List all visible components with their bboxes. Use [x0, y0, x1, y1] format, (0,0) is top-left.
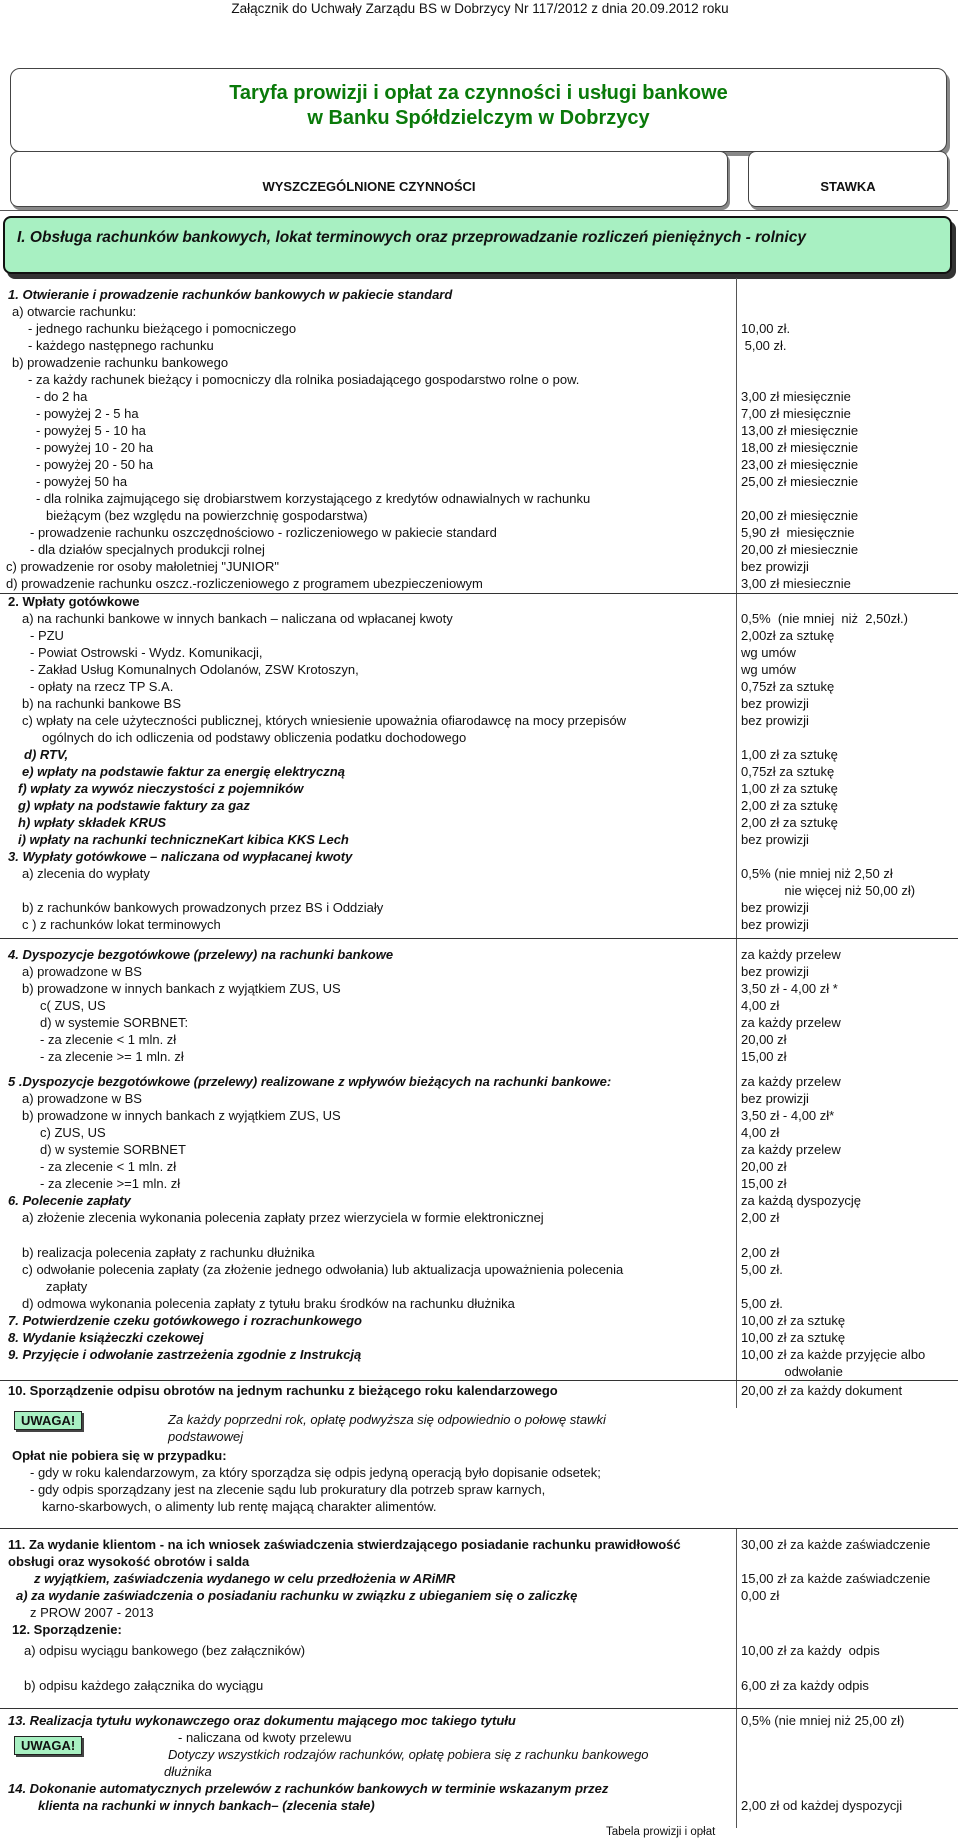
row-description: - naliczana od kwoty przelewu — [178, 1730, 352, 1745]
table-row — [0, 1763, 958, 1781]
table-row — [0, 524, 958, 542]
row-description: - każdego następnego rachunku — [28, 338, 214, 353]
row-rate: 4,00 zł — [741, 998, 780, 1013]
table-row — [0, 1553, 958, 1571]
row-description: b) realizacja polecenia zapłaty z rachunku dłużnika — [22, 1245, 315, 1260]
section-rule — [0, 1528, 958, 1529]
row-description: a) na rachunki bankowe w innych bankach – naliczana od wpłacanej kwoty — [22, 611, 453, 626]
row-rate: 0,5% (nie mniej niż 2,50zł.) — [741, 611, 908, 626]
row-description: - za zlecenie < 1 mln. zł — [40, 1159, 177, 1174]
row-rate: 3,00 zł miesięcznie — [741, 389, 851, 404]
table-row — [0, 1158, 958, 1176]
table-row — [0, 712, 958, 730]
row-rate: 0,00 zł — [741, 1588, 780, 1603]
row-rate: wg umów — [741, 645, 796, 660]
row-description: klienta na rachunki w innych bankach– (zlecenia stałe) — [38, 1798, 375, 1813]
row-description: b) na rachunki bankowe BS — [22, 696, 181, 711]
row-rate: 10,00 zł za sztukę — [741, 1330, 846, 1345]
row-description: z PROW 2007 - 2013 — [30, 1605, 154, 1620]
table-row — [0, 1587, 958, 1605]
row-description: ogólnych do ich odliczenia od podstawy obliczenia podatku dochodowego — [42, 730, 467, 745]
row-rate: 2,00 zł — [741, 1245, 780, 1260]
row-description: Za każdy poprzedni rok, opłatę podwyższa się odpowiednio o połowę stawki — [168, 1412, 606, 1427]
row-description: 6. Polecenie zapłaty — [8, 1193, 131, 1208]
row-description: c) wpłaty na cele użyteczności publicznej, których wniesienie upoważnia ofiarodawcę na mocy przepisów — [22, 713, 627, 728]
row-rate: 3,00 zł miesiecznie — [741, 576, 851, 591]
table-row — [0, 303, 958, 321]
row-description: d) w systemie SORBNET: — [40, 1015, 189, 1030]
table-row — [0, 780, 958, 798]
row-rate: 5,90 zł miesięcznie — [741, 525, 855, 540]
row-description: 13. Realizacja tytułu wykonawczego oraz dokumentu mającego moc takiego tytułu — [8, 1713, 516, 1728]
row-description: - prowadzenie rachunku oszczędnościowo - rozliczeniowego w pakiecie standard — [30, 525, 497, 540]
row-rate: 20,00 zł — [741, 1159, 787, 1174]
row-description: - powyżej 5 - 10 ha — [36, 423, 146, 438]
row-rate: 3,50 zł - 4,00 zł* — [741, 1108, 835, 1123]
table-row — [0, 695, 958, 713]
row-description: - jednego rachunku bieżącego i pomocniczego — [28, 321, 297, 336]
table-row — [0, 661, 958, 679]
table-row — [0, 814, 958, 832]
table-row — [0, 1536, 958, 1554]
row-rate: 30,00 zł za każde zaświadczenie — [741, 1537, 931, 1552]
table-row — [0, 746, 958, 764]
table-row — [0, 882, 958, 900]
table-row — [0, 1729, 958, 1747]
table-row — [0, 678, 958, 696]
row-description: d) odmowa wykonania polecenia zapłaty z tytułu braku środków na rachunku dłużnika — [22, 1296, 515, 1311]
table-row — [0, 1278, 958, 1296]
table-row — [0, 1363, 958, 1381]
row-description: a) zlecenia do wypłaty — [22, 866, 150, 881]
table-row — [0, 286, 958, 304]
table-row — [0, 963, 958, 981]
row-rate: 0,5% (nie mniej niż 25,00 zł) — [741, 1713, 905, 1728]
footer-label: Tabela prowizji i opłat — [606, 1826, 716, 1838]
table-row — [0, 1073, 958, 1091]
row-rate: 5,00 zł. — [741, 338, 787, 353]
row-description: e) wpłaty na podstawie faktur za energię elektryczną — [22, 764, 345, 779]
row-description: podstawowej — [168, 1429, 244, 1444]
row-description: b) z rachunków bankowych prowadzonych przez BS i Oddziały — [22, 900, 384, 915]
row-rate: 1,00 zł za sztukę — [741, 781, 838, 796]
row-rate: bez prowizji — [741, 900, 809, 915]
row-description: karno-skarbowych, o alimenty lub rentę mającą charakter alimentów. — [42, 1499, 437, 1514]
table-row — [0, 1261, 958, 1279]
table-row — [0, 1048, 958, 1066]
row-rate: odwołanie — [741, 1364, 843, 1379]
row-description: c( ZUS, US — [40, 998, 106, 1013]
table-row — [0, 1175, 958, 1193]
row-description: b) prowadzone w innych bankach z wyjątkiem ZUS, US — [22, 981, 341, 996]
table-row — [0, 320, 958, 338]
row-rate: za każdy przelew — [741, 947, 841, 962]
row-description: zapłaty — [46, 1279, 88, 1294]
row-rate: 15,00 zł — [741, 1049, 787, 1064]
row-description: - za zlecenie >= 1 mln. zł — [40, 1049, 184, 1064]
row-description: a) otwarcie rachunku: — [12, 304, 137, 319]
row-rate: 20,00 zł — [741, 1032, 787, 1047]
row-description: d) prowadzenie rachunku oszcz.-rozliczeniowego z programem ubezpieczeniowym — [6, 576, 483, 591]
table-row — [0, 1107, 958, 1125]
table-row — [0, 388, 958, 406]
row-rate: 18,00 zł miesięcznie — [741, 440, 859, 455]
table-row — [0, 1209, 958, 1227]
table-row — [0, 1621, 958, 1639]
table-row — [0, 1780, 958, 1798]
table-row — [0, 1031, 958, 1049]
row-description: - powyżej 20 - 50 ha — [36, 457, 154, 472]
row-rate: 20,00 zł miesiecznie — [741, 542, 859, 557]
row-rate: 10,00 zł za każdy odpis — [741, 1643, 880, 1658]
row-description: c) ZUS, US — [40, 1125, 106, 1140]
section-rule — [0, 938, 958, 939]
row-description: bieżącym (bez względu na powierzchnię gospodarstwa) — [46, 508, 368, 523]
row-rate: 20,00 zł za każdy dokument — [741, 1383, 903, 1398]
row-rate: 0,75zł za sztukę — [741, 764, 835, 779]
table-row — [0, 1642, 958, 1660]
row-rate: 2,00 zł za sztukę — [741, 798, 838, 813]
row-description: - gdy w roku kalendarzowym, za który sporządza się odpis jedyną operacją było dopisanie odsetek; — [30, 1465, 601, 1480]
row-description: 11. Za wydanie klientom - na ich wniosek zaświadczenia stwierdzającego posiadanie rachunku prawidłowość — [8, 1537, 681, 1552]
row-rate: 20,00 zł miesięcznie — [741, 508, 859, 523]
column-header-right — [748, 151, 948, 207]
row-description: - dla działów specjalnych produkcji rolnej — [30, 542, 265, 557]
row-description: 14. Dokonanie automatycznych przelewów z rachunków bankowych w terminie wskazanym przez — [8, 1781, 609, 1796]
section-title: I. Obsługa rachunków bankowych, lokat terminowych oraz przeprowadzanie rozliczeń pieniężnych - rolnicy — [17, 229, 806, 246]
uwaga-badge: UWAGA! — [14, 1736, 82, 1755]
row-description: - gdy odpis sporządzany jest na zlecenie sądu lub prokuratury dla potrzeb spraw karnych, — [30, 1482, 546, 1497]
table-row — [0, 490, 958, 508]
column-header-right-label: STAWKA — [820, 179, 876, 194]
table-row — [0, 1014, 958, 1032]
row-description: 5 .Dyspozycje bezgotówkowe (przelewy) realizowane z wpływów bieżących na rachunki bankowe: — [8, 1074, 612, 1089]
row-rate: bez prowizji — [741, 964, 809, 979]
row-description: d) RTV, — [24, 747, 69, 762]
row-description: Dotyczy wszystkich rodzajów rachunków, opłatę pobiera się z rachunku bankowego — [168, 1747, 649, 1762]
row-description: a) odpisu wyciągu bankowego (bez załączników) — [24, 1643, 306, 1658]
row-description: c) odwołanie polecenia zapłaty (za złożenie jednego odwołania) lub aktualizacja upoważnienia polecenia — [22, 1262, 624, 1277]
table-row — [0, 1312, 958, 1330]
row-rate: 2,00 zł od każdej dyspozycji — [741, 1798, 903, 1813]
table-row — [0, 865, 958, 883]
title-line-2: w Banku Spółdzielczym w Dobrzycy — [307, 107, 650, 129]
row-description: 4. Dyspozycje bezgotówkowe (przelewy) na rachunki bankowe — [8, 947, 394, 962]
row-rate: 10,00 zł. — [741, 321, 791, 336]
section-title-box — [3, 216, 952, 274]
table-row — [0, 1090, 958, 1108]
row-description: 10. Sporządzenie odpisu obrotów na jednym rachunku z bieżącego roku kalendarzowego — [8, 1383, 558, 1398]
row-rate: nie więcej niż 50,00 zł) — [741, 883, 916, 898]
row-description: b) prowadzone w innych bankach z wyjątkiem ZUS, US — [22, 1108, 341, 1123]
row-description: z wyjątkiem, zaświadczenia wydanego w celu przedłożenia w ARiMR — [34, 1571, 456, 1586]
table-row — [0, 456, 958, 474]
row-rate: za każdą dyspozycję — [741, 1193, 861, 1208]
row-rate: 5,00 zł. — [741, 1296, 783, 1311]
table-row — [0, 610, 958, 628]
table-row — [0, 797, 958, 815]
table-row — [0, 354, 958, 372]
table-row — [0, 1447, 958, 1465]
table-row — [0, 1570, 958, 1588]
row-description: Opłat nie pobiera się w przypadku: — [12, 1448, 227, 1463]
row-rate: wg umów — [741, 662, 796, 677]
row-description: b) odpisu każdego załącznika do wyciągu — [24, 1678, 264, 1693]
row-rate: bez prowizji — [741, 696, 809, 711]
row-description: - opłaty na rzecz TP S.A. — [30, 679, 174, 694]
table-row — [0, 763, 958, 781]
row-description: a) prowadzone w BS — [22, 1091, 142, 1106]
row-description: a) prowadzone w BS — [22, 964, 142, 979]
table-row — [0, 1604, 958, 1622]
row-rate: 6,00 zł za każdy odpis — [741, 1678, 869, 1693]
table-row — [0, 1124, 958, 1142]
row-description: a) za wydanie zaświadczenia o posiadaniu rachunku w związku z ubieganiem się o zaliczkę — [16, 1588, 578, 1603]
table-row — [0, 1712, 958, 1730]
document-header: Załącznik do Uchwały Zarządu BS w Dobrzycy Nr 117/2012 z dnia 20.09.2012 roku — [231, 1, 729, 16]
table-row — [0, 1346, 958, 1364]
table-row — [0, 337, 958, 355]
table-row — [0, 439, 958, 457]
table-row — [0, 1464, 958, 1482]
row-description: - do 2 ha — [36, 389, 88, 404]
row-rate: za każdy przelew — [741, 1142, 841, 1157]
table-row — [0, 946, 958, 964]
row-description: a) złożenie zlecenia wykonania polecenia zapłaty przez wierzyciela w formie elektronicznej — [22, 1210, 544, 1225]
table-row — [0, 1411, 958, 1429]
row-description: d) w systemie SORBNET — [40, 1142, 186, 1157]
row-description: c) prowadzenie ror osoby małoletniej "JUNIOR" — [6, 559, 279, 574]
table-row — [0, 593, 958, 611]
table-row — [0, 1244, 958, 1262]
table-row — [0, 558, 958, 576]
title-box — [10, 68, 947, 152]
row-rate: bez prowizji — [741, 917, 809, 932]
table-row — [0, 1295, 958, 1313]
row-rate: 15,00 zł za każde zaświadczenie — [741, 1571, 931, 1586]
row-description: 12. Sporządzenie: — [12, 1622, 122, 1637]
row-description: 1. Otwieranie i prowadzenie rachunków bankowych w pakiecie standard — [8, 287, 453, 302]
row-rate: za każdy przelew — [741, 1074, 841, 1089]
table-row — [0, 1746, 958, 1764]
table-row — [0, 422, 958, 440]
table-row — [0, 997, 958, 1015]
row-rate: bez prowizji — [741, 832, 809, 847]
table-row — [0, 1481, 958, 1499]
table-row — [0, 1428, 958, 1446]
row-description: obsługi oraz wysokość obrotów i salda — [8, 1554, 250, 1569]
column-header-left — [10, 151, 728, 207]
table-row — [0, 507, 958, 525]
row-description: f) wpłaty za wywóz nieczystości z pojemników — [18, 781, 304, 796]
table-row — [0, 831, 958, 849]
row-rate: 0,75zł za sztukę — [741, 679, 835, 694]
row-description: i) wpłaty na rachunki technicznеKart kibica KKS Lech — [18, 832, 349, 847]
table-row — [0, 371, 958, 389]
row-rate: 2,00 zł — [741, 1210, 780, 1225]
row-description: g) wpłaty na podstawie faktury za gaz — [18, 798, 250, 813]
row-rate: bez prowizji — [741, 713, 809, 728]
row-description: c ) z rachunków lokat terminowych — [22, 917, 221, 932]
row-description: 8. Wydanie książeczki czekowej — [8, 1330, 204, 1345]
row-description: - za każdy rachunek bieżący i pomocniczy dla rolnika posiadającego gospodarstwo rolne o pow. — [28, 372, 580, 387]
row-description: - powyżej 2 - 5 ha — [36, 406, 139, 421]
row-description: - dla rolnika zajmującego się drobiarstwem korzystającego z kredytów odnawialnych w rachunku — [36, 491, 591, 506]
row-rate: za każdy przelew — [741, 1015, 841, 1030]
row-rate: 0,5% (nie mniej niż 2,50 zł — [741, 866, 893, 881]
row-description: h) wpłaty składek KRUS — [18, 815, 167, 830]
row-rate: 7,00 zł miesięcznie — [741, 406, 851, 421]
row-rate: 4,00 zł — [741, 1125, 780, 1140]
row-description: - Powiat Ostrowski - Wydz. Komunikacji, — [30, 645, 263, 660]
row-description: - powyżej 10 - 20 ha — [36, 440, 154, 455]
row-description: - Zakład Usług Komunalnych Odolanów, ZSW Krotoszyn, — [30, 662, 359, 677]
row-description: dłużnika — [164, 1764, 212, 1779]
row-description: 2. Wpłaty gotówkowe — [8, 594, 140, 609]
table-row — [0, 541, 958, 559]
row-rate: 1,00 zł za sztukę — [741, 747, 838, 762]
table-row — [0, 1329, 958, 1347]
table-row — [0, 1192, 958, 1210]
row-rate: bez prowizji — [741, 1091, 809, 1106]
row-description: - za zlecenie >=1 mln. zł — [40, 1176, 181, 1191]
table-row — [0, 1797, 958, 1815]
row-rate: 2,00zł za sztukę — [741, 628, 835, 643]
row-rate: bez prowizji — [741, 559, 809, 574]
table-row — [0, 1498, 958, 1516]
uwaga-badge: UWAGA! — [14, 1411, 82, 1430]
row-rate: 23,00 zł miesięcznie — [741, 457, 859, 472]
row-rate: 13,00 zł miesięcznie — [741, 423, 859, 438]
row-rate: 5,00 zł. — [741, 1262, 783, 1277]
row-description: b) prowadzenie rachunku bankowego — [12, 355, 229, 370]
table-row — [0, 980, 958, 998]
table-row — [0, 644, 958, 662]
table-row — [0, 575, 958, 593]
row-description: 3. Wypłaty gotówkowe – naliczana od wypłacanej kwoty — [8, 849, 353, 864]
table-row — [0, 473, 958, 491]
title-line-1: Taryfa prowizji i opłat za czynności i usługi bankowe — [229, 82, 728, 104]
table-row — [0, 1382, 958, 1400]
table-row — [0, 729, 958, 747]
table-row — [0, 916, 958, 934]
row-rate: 10,00 zł za sztukę — [741, 1313, 846, 1328]
column-header-left-label: WYSZCZEGÓLNIONE CZYNNOŚCI — [262, 179, 476, 194]
row-rate: 25,00 zł miesiecznie — [741, 474, 859, 489]
row-rate: 3,50 zł - 4,00 zł * — [741, 981, 838, 996]
row-rate: 2,00 zł za sztukę — [741, 815, 838, 830]
row-description: - za zlecenie < 1 mln. zł — [40, 1032, 177, 1047]
table-row — [0, 627, 958, 645]
table-row — [0, 405, 958, 423]
table-row — [0, 1141, 958, 1159]
row-rate: 15,00 zł — [741, 1176, 787, 1191]
section-rule — [0, 1708, 958, 1709]
row-description: 7. Potwierdzenie czeku gotówkowego i rozrachunkowego — [8, 1313, 362, 1328]
row-rate: 10,00 zł za każde przyjęcie albo — [741, 1347, 926, 1362]
row-description: - PZU — [30, 628, 64, 643]
table-row — [0, 848, 958, 866]
row-description: 9. Przyjęcie i odwołanie zastrzeżenia zgodnie z Instrukcją — [8, 1347, 362, 1362]
table-row — [0, 899, 958, 917]
table-row — [0, 1677, 958, 1695]
row-description: - powyżej 50 ha — [36, 474, 128, 489]
